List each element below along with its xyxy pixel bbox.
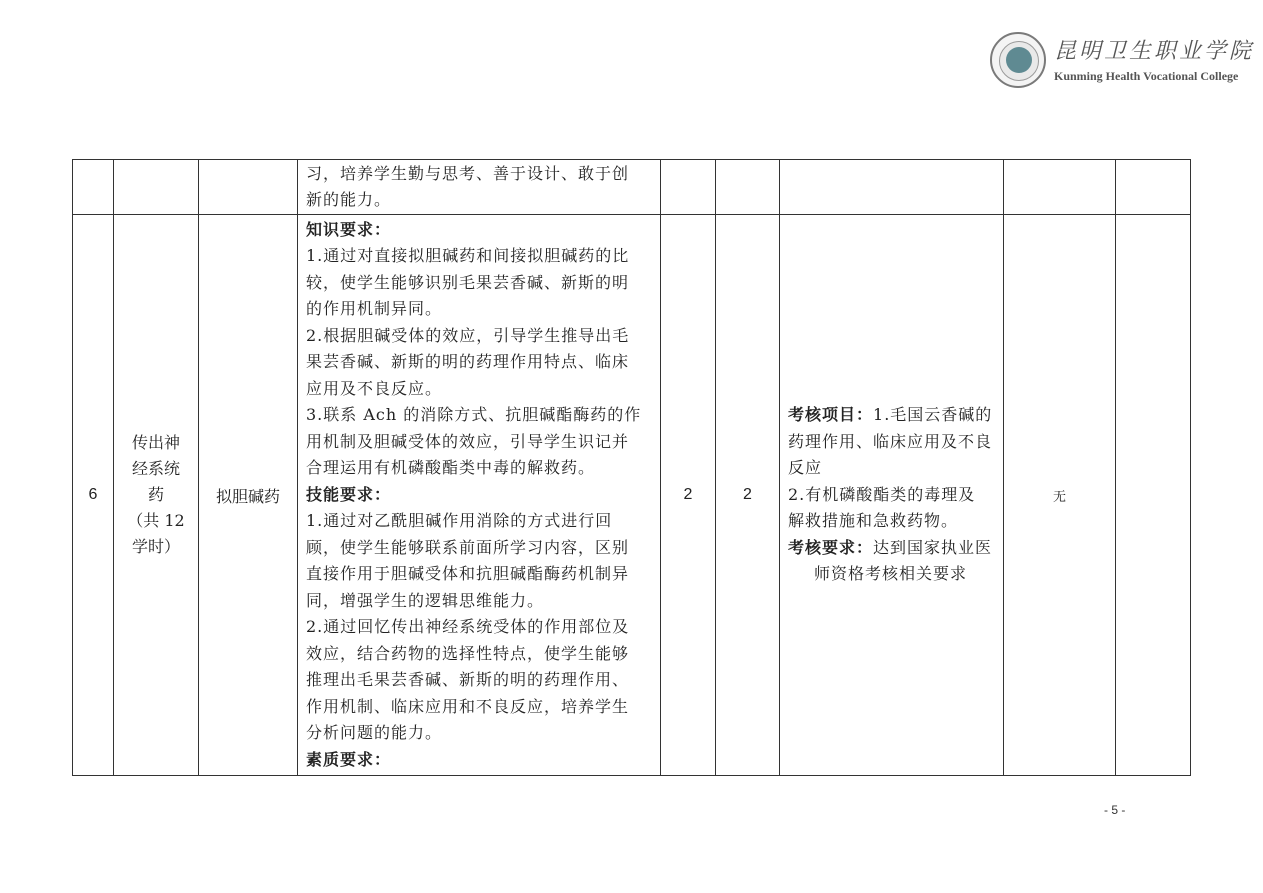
continued-line: 习，培养学生勤与思考、善于设计、敢于创: [306, 163, 630, 183]
school-name-en: Kunming Health Vocational College: [1054, 69, 1239, 83]
unit-line: 经系统: [131, 459, 180, 478]
skill-line: 推理出毛果芸香碱、新斯的明的药理作用、: [306, 670, 630, 690]
unit-line: 学时）: [131, 537, 180, 556]
knowledge-line: 2.根据胆碱受体的效应，引导学生推导出毛: [306, 325, 630, 345]
assess-item-line: 解救措施和急救药物。: [788, 511, 959, 531]
knowledge-line: 的作用机制异同。: [306, 299, 443, 319]
school-seal-icon: [990, 32, 1046, 88]
skill-line: 直接作用于胆碱受体和抗胆碱酯酶药机制异: [306, 564, 630, 584]
knowledge-line: 用机制及胆碱受体的效应，引导学生识记并: [306, 431, 630, 451]
skill-line: 顾，使学生能够联系前面所学习内容，区别: [306, 537, 630, 557]
knowledge-line: 3.联系 Ach 的消除方式、抗胆碱酯酶药的作: [306, 405, 642, 425]
assess-req-line: 师资格考核相关要求: [814, 564, 968, 584]
assess-item-text: 1.毛国云香碱的: [873, 405, 993, 425]
skill-line: 效应，结合药物的选择性特点，使学生能够: [306, 643, 630, 663]
skill-title: 技能要求：: [306, 484, 392, 504]
school-logo: [990, 32, 1255, 90]
skill-line: 作用机制、临床应用和不良反应，培养学生: [306, 696, 630, 716]
skill-line: 2.通过回忆传出神经系统受体的作用部位及: [306, 617, 630, 637]
knowledge-title: 知识要求：: [306, 219, 392, 239]
assess-item-line: 反应: [788, 458, 823, 478]
knowledge-line: 1.通过对直接拟胆碱药和间接拟胆碱药的比: [306, 246, 630, 266]
assessment-cell: [780, 215, 1004, 776]
unit-line: （共 12: [127, 511, 185, 530]
knowledge-line: 应用及不良反应。: [306, 378, 443, 398]
knowledge-line: 较，使学生能够识别毛果芸香碱、新斯的明: [306, 272, 630, 292]
course-table: [72, 159, 1191, 776]
unit-cell: [114, 215, 199, 776]
table-row-continued: [73, 160, 1191, 215]
topic-cell: 拟胆碱药: [199, 215, 298, 776]
assess-req-line: [788, 535, 997, 562]
table-row: [73, 215, 1191, 776]
requirements-cell: [298, 215, 661, 776]
quality-title: 素质要求：: [306, 749, 392, 769]
unit-line: 传出神: [131, 433, 180, 452]
school-name-cn: 昆明卫生职业学院: [1054, 39, 1255, 64]
unit-line: 药: [147, 485, 164, 504]
row-index: 6: [73, 215, 114, 776]
hours-theory: 2: [661, 215, 716, 776]
page-number: - 5 -: [1104, 803, 1126, 817]
assess-req-label: 考核要求：: [788, 537, 874, 557]
continued-line: 新的能力。: [306, 190, 392, 209]
knowledge-line: 合理运用有机磷酸酯类中毒的解救药。: [306, 458, 596, 478]
assess-item-line: 药理作用、临床应用及不良: [788, 431, 993, 451]
skill-line: 同，增强学生的逻辑思维能力。: [306, 590, 545, 610]
knowledge-line: 果芸香碱、新斯的明的药理作用特点、临床: [306, 352, 630, 372]
assess-item-line: 2.有机磷酸酯类的毒理及: [788, 484, 976, 504]
hours-practice: 2: [716, 215, 780, 776]
assess-req-text: 达到国家执业医: [873, 537, 993, 557]
assess-item-label: 考核项目：: [788, 405, 874, 425]
skill-line: 1.通过对乙酰胆碱作用消除的方式进行回: [306, 511, 613, 531]
continued-content-cell: [298, 160, 661, 215]
assess-item-line: [788, 402, 997, 429]
remark-cell: 无: [1004, 215, 1116, 776]
skill-line: 分析问题的能力。: [306, 723, 443, 743]
